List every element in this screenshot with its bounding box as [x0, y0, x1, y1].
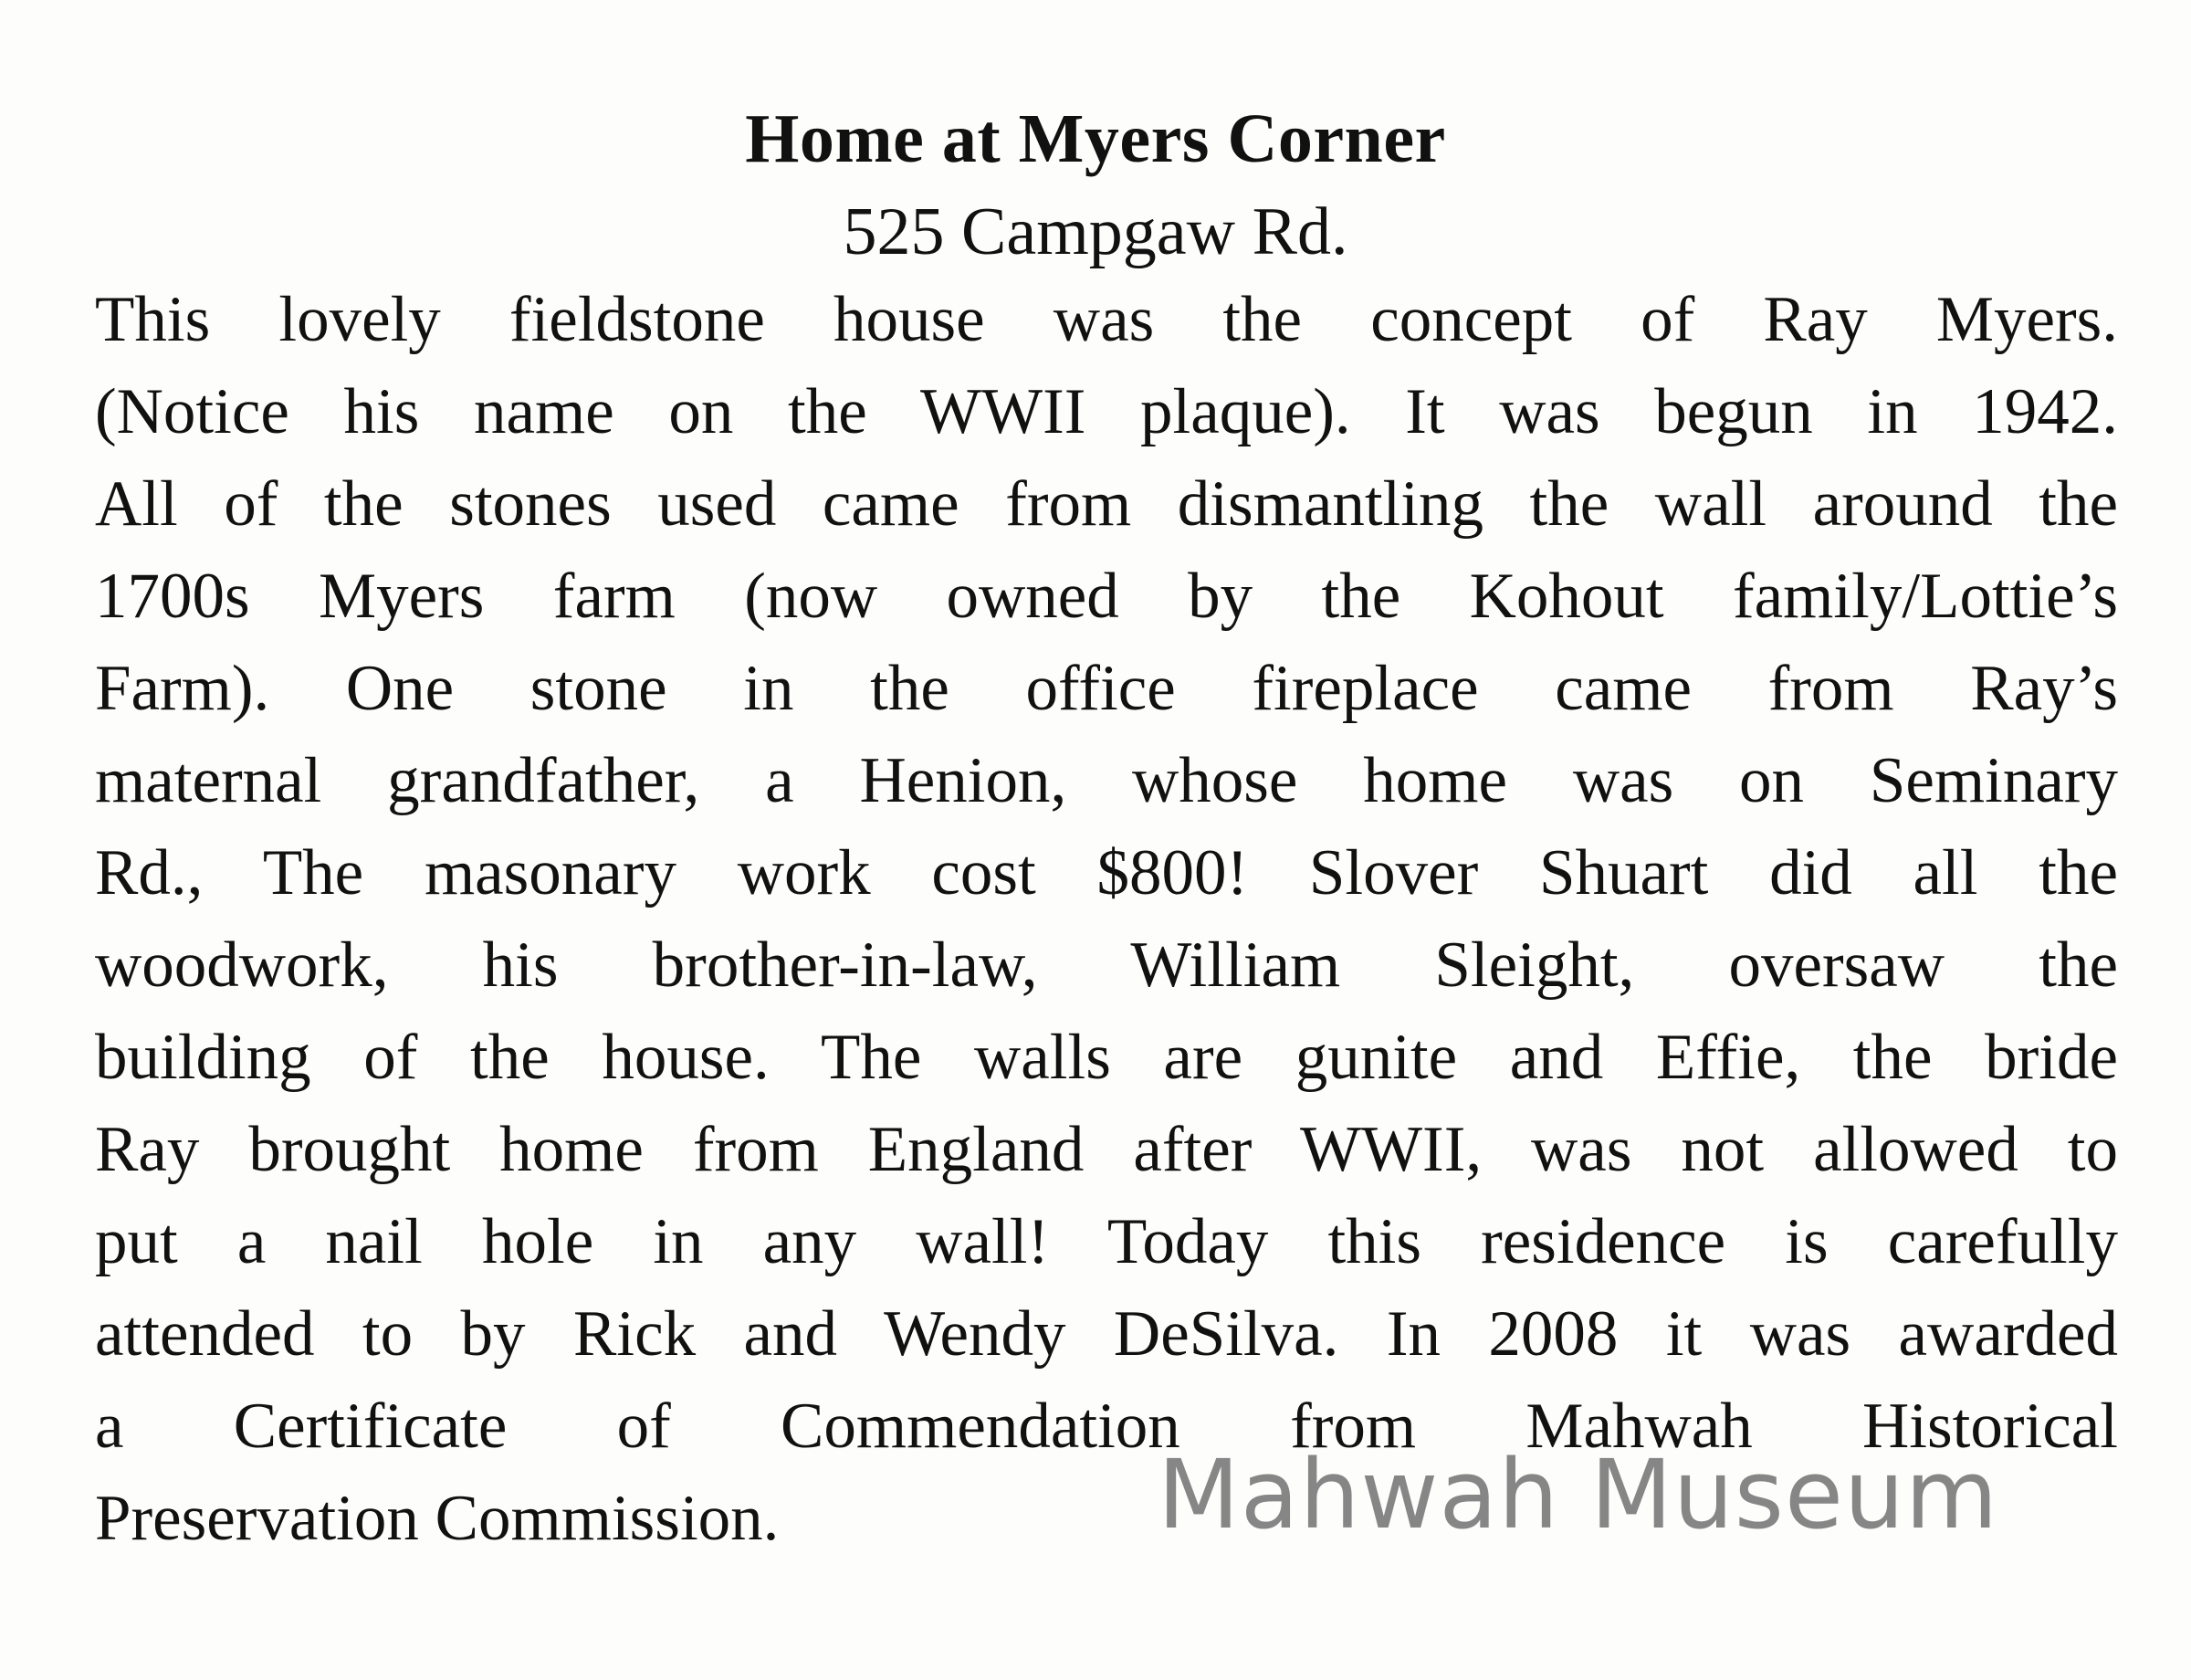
- body-line: put a nail hole in any wall! Today this residence is carefully: [95, 1206, 2118, 1277]
- body-line: building of the house. The walls are gunite and Effie, the bride: [95, 1022, 2118, 1093]
- watermark-text: Mahwah Museum: [1158, 1439, 1999, 1550]
- body-line: Ray brought home from England after WWII, was not allowed to: [95, 1114, 2118, 1185]
- document-title: Home at Myers Corner: [745, 100, 1446, 177]
- document-body: [95, 274, 2118, 1565]
- body-line: a Certificate of Commendation from Mahwah Historical: [95, 1391, 2118, 1462]
- body-line: Farm). One stone in the office fireplace came from Ray’s: [95, 653, 2118, 724]
- document-address: 525 Campgaw Rd.: [843, 194, 1348, 269]
- body-line: Preservation Commission.: [95, 1483, 780, 1554]
- body-line: maternal grandfather, a Henion, whose home was on Seminary: [95, 745, 2118, 816]
- body-line: This lovely fieldstone house was the concept of Ray Myers.: [95, 284, 2118, 355]
- body-line: woodwork, his brother-in-law, William Sleight, oversaw the: [95, 929, 2118, 1001]
- body-line: attended to by Rick and Wendy DeSilva. In 2008 it was awarded: [95, 1298, 2118, 1370]
- body-line: All of the stones used came from dismantling the wall around the: [95, 468, 2118, 540]
- body-line: (Notice his name on the WWII plaque). It was begun in 1942.: [95, 376, 2118, 447]
- body-line: 1700s Myers farm (now owned by the Kohout family/Lottie’s: [95, 561, 2118, 632]
- body-line: Rd., The masonary work cost $800! Slover Shuart did all the: [95, 837, 2118, 908]
